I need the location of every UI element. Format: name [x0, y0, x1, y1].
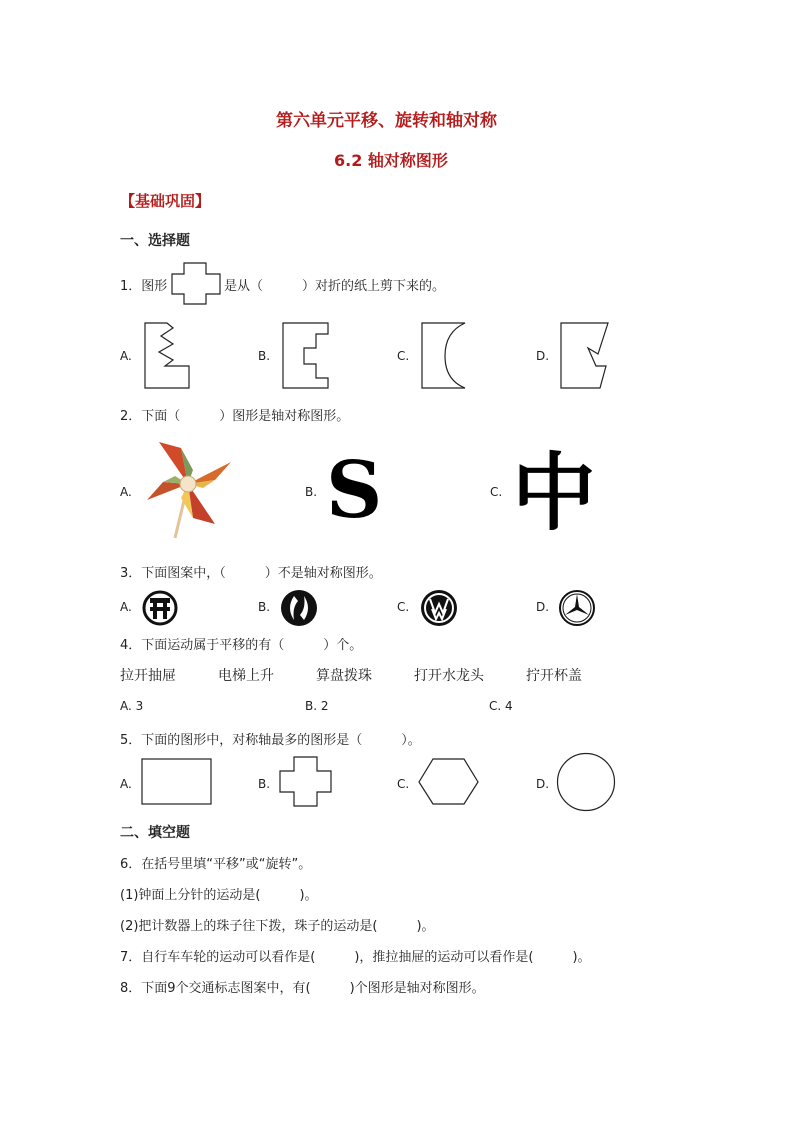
q1-shape-a-icon	[143, 322, 193, 390]
q4-item-2: 电梯上升	[218, 668, 274, 684]
q1-pre: 1．图形	[120, 279, 168, 294]
q2-char-zhong: 中	[512, 444, 597, 542]
logo-volkswagen-icon	[420, 589, 458, 627]
q1-post: 是从（ ）对折的纸上剪下来的。	[224, 279, 446, 294]
q1-option-c[interactable]: C.	[397, 349, 410, 363]
q4-item-3: 算盘拨珠	[316, 668, 372, 684]
q2-text: 2．下面（ ）图形是轴对称图形。	[120, 409, 350, 424]
pinwheel-icon	[145, 440, 235, 540]
q4-answer-c[interactable]: C. 4	[489, 699, 513, 713]
q3-text: 3．下面图案中，（ ）不是轴对称图形。	[120, 566, 382, 581]
q1-cross-shape-icon	[170, 262, 222, 306]
logo-bank-icon	[142, 590, 178, 626]
q6-sub2: (2)把计数器上的珠子往下拨，珠子的运动是( )。	[120, 919, 435, 934]
q5-option-b[interactable]: B.	[258, 777, 271, 791]
q5-option-a[interactable]: A.	[120, 777, 132, 791]
q5-option-c[interactable]: C.	[397, 777, 410, 791]
q5-text: 5．下面的图形中，对称轴最多的图形是（ ）。	[120, 733, 421, 748]
page-title: 第六单元平移、旋转和轴对称	[276, 111, 497, 131]
q4-answer-b[interactable]: B. 2	[305, 699, 329, 713]
q5-hexagon-icon	[418, 758, 480, 806]
q4-answer-a[interactable]: A. 3	[120, 699, 144, 713]
q6-sub1: (1)钟面上分针的运动是( )。	[120, 888, 318, 903]
q4-item-5: 拧开杯盖	[526, 668, 582, 684]
page-subtitle: 6.2 轴对称图形	[334, 151, 448, 170]
q1-shape-d-icon	[560, 322, 612, 390]
q7-text: 7．自行车车轮的运动可以看作是( )，推拉抽屉的运动可以看作是( )。	[120, 950, 591, 965]
q1-shape-c-icon	[421, 322, 471, 390]
logo-mercedes-icon	[558, 589, 596, 627]
q3-option-c[interactable]: C.	[397, 600, 410, 614]
q1-option-a[interactable]: A.	[120, 349, 132, 363]
q2-option-b[interactable]: B.	[305, 485, 318, 499]
q1-option-b[interactable]: B.	[258, 349, 271, 363]
logo-dongfeng-icon	[280, 589, 318, 627]
q2-letter-s: S	[326, 445, 383, 536]
q3-option-a[interactable]: A.	[120, 600, 132, 614]
q3-option-d[interactable]: D.	[536, 600, 550, 614]
q4-item-4: 打开水龙头	[414, 668, 484, 684]
q5-rectangle-icon	[141, 758, 213, 806]
section-basic: 【基础巩固】	[120, 192, 211, 210]
part2-heading: 二、填空题	[120, 825, 190, 841]
part1-heading: 一、选择题	[120, 233, 190, 249]
q1-option-d[interactable]: D.	[536, 349, 550, 363]
q5-option-d[interactable]: D.	[536, 777, 550, 791]
q5-circle-icon	[556, 753, 618, 813]
q8-text: 8．下面9个交通标志图案中，有( )个图形是轴对称图形。	[120, 981, 485, 996]
q4-text: 4．下面运动属于平移的有（ ）个。	[120, 638, 363, 653]
q2-option-c[interactable]: C.	[490, 485, 503, 499]
q4-item-1: 拉开抽屉	[120, 668, 176, 684]
q6-text: 6．在括号里填“平移”或“旋转”。	[120, 857, 312, 872]
q5-cross-icon	[279, 756, 333, 808]
q3-option-b[interactable]: B.	[258, 600, 271, 614]
q2-option-a[interactable]: A.	[120, 485, 132, 499]
q1-shape-b-icon	[282, 322, 332, 390]
